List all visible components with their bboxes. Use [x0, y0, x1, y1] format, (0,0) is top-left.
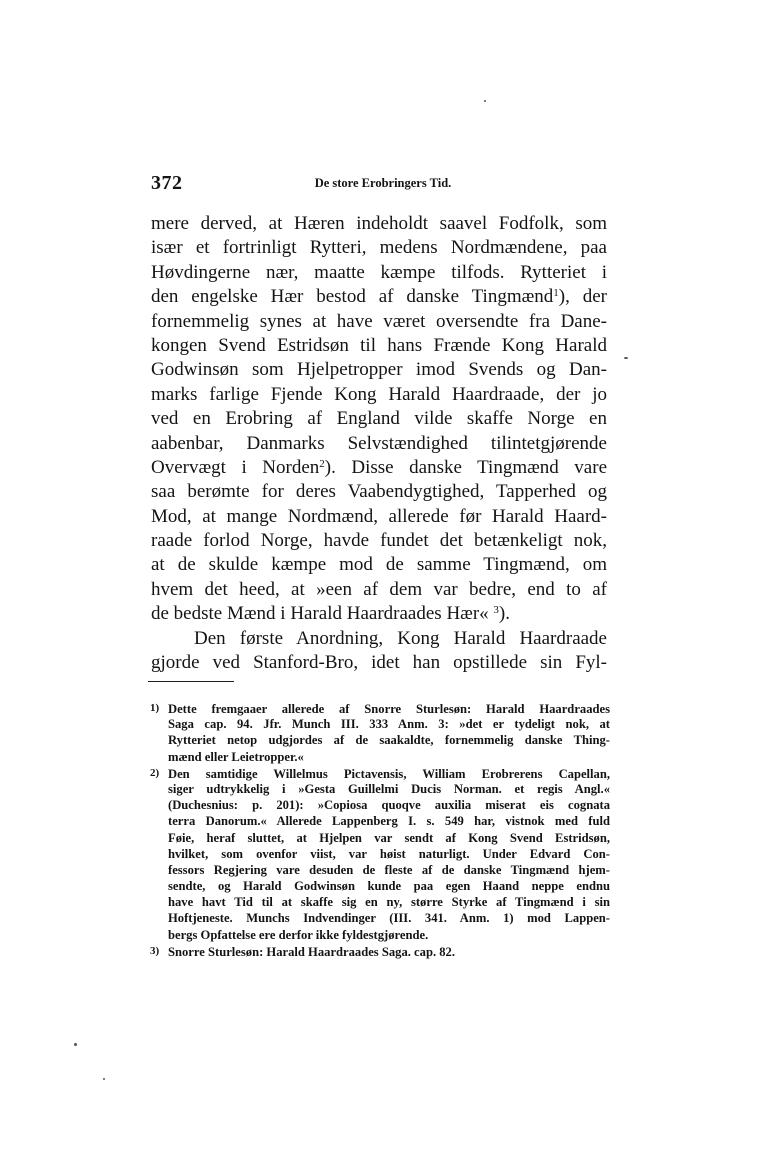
text-line: Høvdingerne nær, maatte kæmpe tilfods. Rytteriet i: [151, 261, 607, 283]
page-number: 372: [151, 172, 183, 194]
footnotes: [150, 700, 610, 959]
footnote-ref-1: 1: [553, 287, 559, 300]
running-title: De store Erobringers Tid.: [314, 176, 452, 190]
scan-speck: [74, 1043, 77, 1046]
footnote-line: mænd eller Leietropper.«: [168, 749, 304, 764]
text-line: gjorde ved Stanford-Bro, idet han opstillede sin Fyl-: [151, 652, 607, 674]
footnote-line: hvilket, som ovenfor viist, var høist naturligt. Under Edvard Con-: [168, 846, 610, 861]
footnote-line: terra Danorum.« Allerede Lappenberg I. s. 549 har, vistnok med fuld: [168, 814, 610, 829]
scan-speck: [624, 357, 628, 359]
footnote-rule: [148, 681, 234, 682]
text-line: raade forlod Norge, havde fundet det betænkeligt nok,: [151, 530, 607, 552]
text-line: Mod, at mange Nordmænd, allerede før Harald Haard-: [151, 505, 607, 527]
footnote-line: 2) Den samtidige Willelmus Pictavensis, William Erobrerens Capellan,: [150, 766, 610, 781]
footnote-line: 1) Dette fremgaaer allerede af Snorre Sturlesøn: Harald Haardraades: [150, 702, 610, 716]
footnote-line: siger udtrykkelig i »Gesta Guillelmi Ducis Norman. et regis Angl.«: [168, 781, 610, 796]
text-line: de bedste Mænd i Harald Haardraades Hær« $^3$).: [151, 603, 510, 625]
text-line: hvem det heed, at »een af dem var bedre, end to af: [151, 578, 607, 600]
text-line: at de skulde kæmpe mod de samme Tingmænd, om: [151, 554, 607, 576]
footnote-line: (Duchesnius: p. 201): »Copiosa quoqve auxilia miserat eis cognata: [168, 798, 610, 813]
footnote-line: bergs Opfattelse ere derfor ikke fyldestgjørende.: [168, 927, 429, 942]
text-line: fornemmelig synes at have været oversendte fra Dane-: [151, 310, 607, 332]
footnote-line: Rytteriet netop udgjordes af de saakaldte, fornemmelig danske Thing-: [168, 733, 610, 748]
text-line: Godwinsøn som Hjelpetropper imod Svends og Dan-: [151, 359, 607, 381]
text-line: saa berømte for deres Vaabendygtighed, Tapperhed og: [151, 481, 607, 503]
main-text: [151, 212, 607, 675]
footnote-ref-2: 2: [319, 457, 325, 470]
scan-speck: [103, 1078, 105, 1080]
text-line: ved en Erobring af England vilde skaffe Norge en: [151, 408, 607, 430]
text-line: kongen Svend Estridsøn til hans Frænde Kong Harald: [151, 334, 607, 356]
footnote-line: fessors Regjering vare desuden de fleste af de danske Tingmænd hjem-: [168, 862, 610, 877]
footnote-line: Saga cap. 94. Jfr. Munch III. 333 Anm. 3: »det er tydeligt nok, at: [168, 717, 610, 732]
footnote-marker: 2): [150, 766, 160, 779]
text-line: Den første Anordning, Kong Harald Haardraade: [194, 627, 607, 649]
text-line: især et fortrinligt Rytteri, medens Nordmændene, paa: [151, 237, 607, 259]
text-line: marks farlige Fjende Kong Harald Haardraade, der jo: [151, 383, 607, 405]
footnote-ref-3: 3: [493, 604, 499, 617]
footnote-marker: 3): [150, 944, 160, 957]
footnote-line: Føie, heraf sluttet, at Hjelpen var sendt af Kong Svend Estridsøn,: [168, 830, 610, 845]
footnote-line: 3) Snorre Sturlesøn: Harald Haardraades Saga. cap. 82.: [150, 944, 455, 959]
text-line: mere derved, at Hæren indeholdt saavel Fodfolk, som: [151, 213, 607, 234]
text-line: aabenbar, Danmarks Selvstændighed tilintetgjørende: [151, 432, 607, 454]
text-line: den engelske Hær bestod af danske Tingmænd$^1$), der: [151, 286, 608, 308]
text-line: Overvægt i Norden$^2$). Disse danske Tingmænd vare: [151, 456, 608, 478]
footnote-marker: 1): [150, 702, 160, 714]
footnote-line: Hoftjeneste. Munchs Indvendinger (III. 341. Anm. 1) mod Lappen-: [168, 911, 610, 926]
footnote-line: have havt Tid til at skaffe sig en ny, større Styrke af Tingmænd i sin: [168, 895, 610, 910]
scan-speck: [484, 100, 486, 102]
footnote-line: sendte, og Harald Godwinsøn kunde paa egen Haand neppe endnu: [168, 879, 610, 894]
